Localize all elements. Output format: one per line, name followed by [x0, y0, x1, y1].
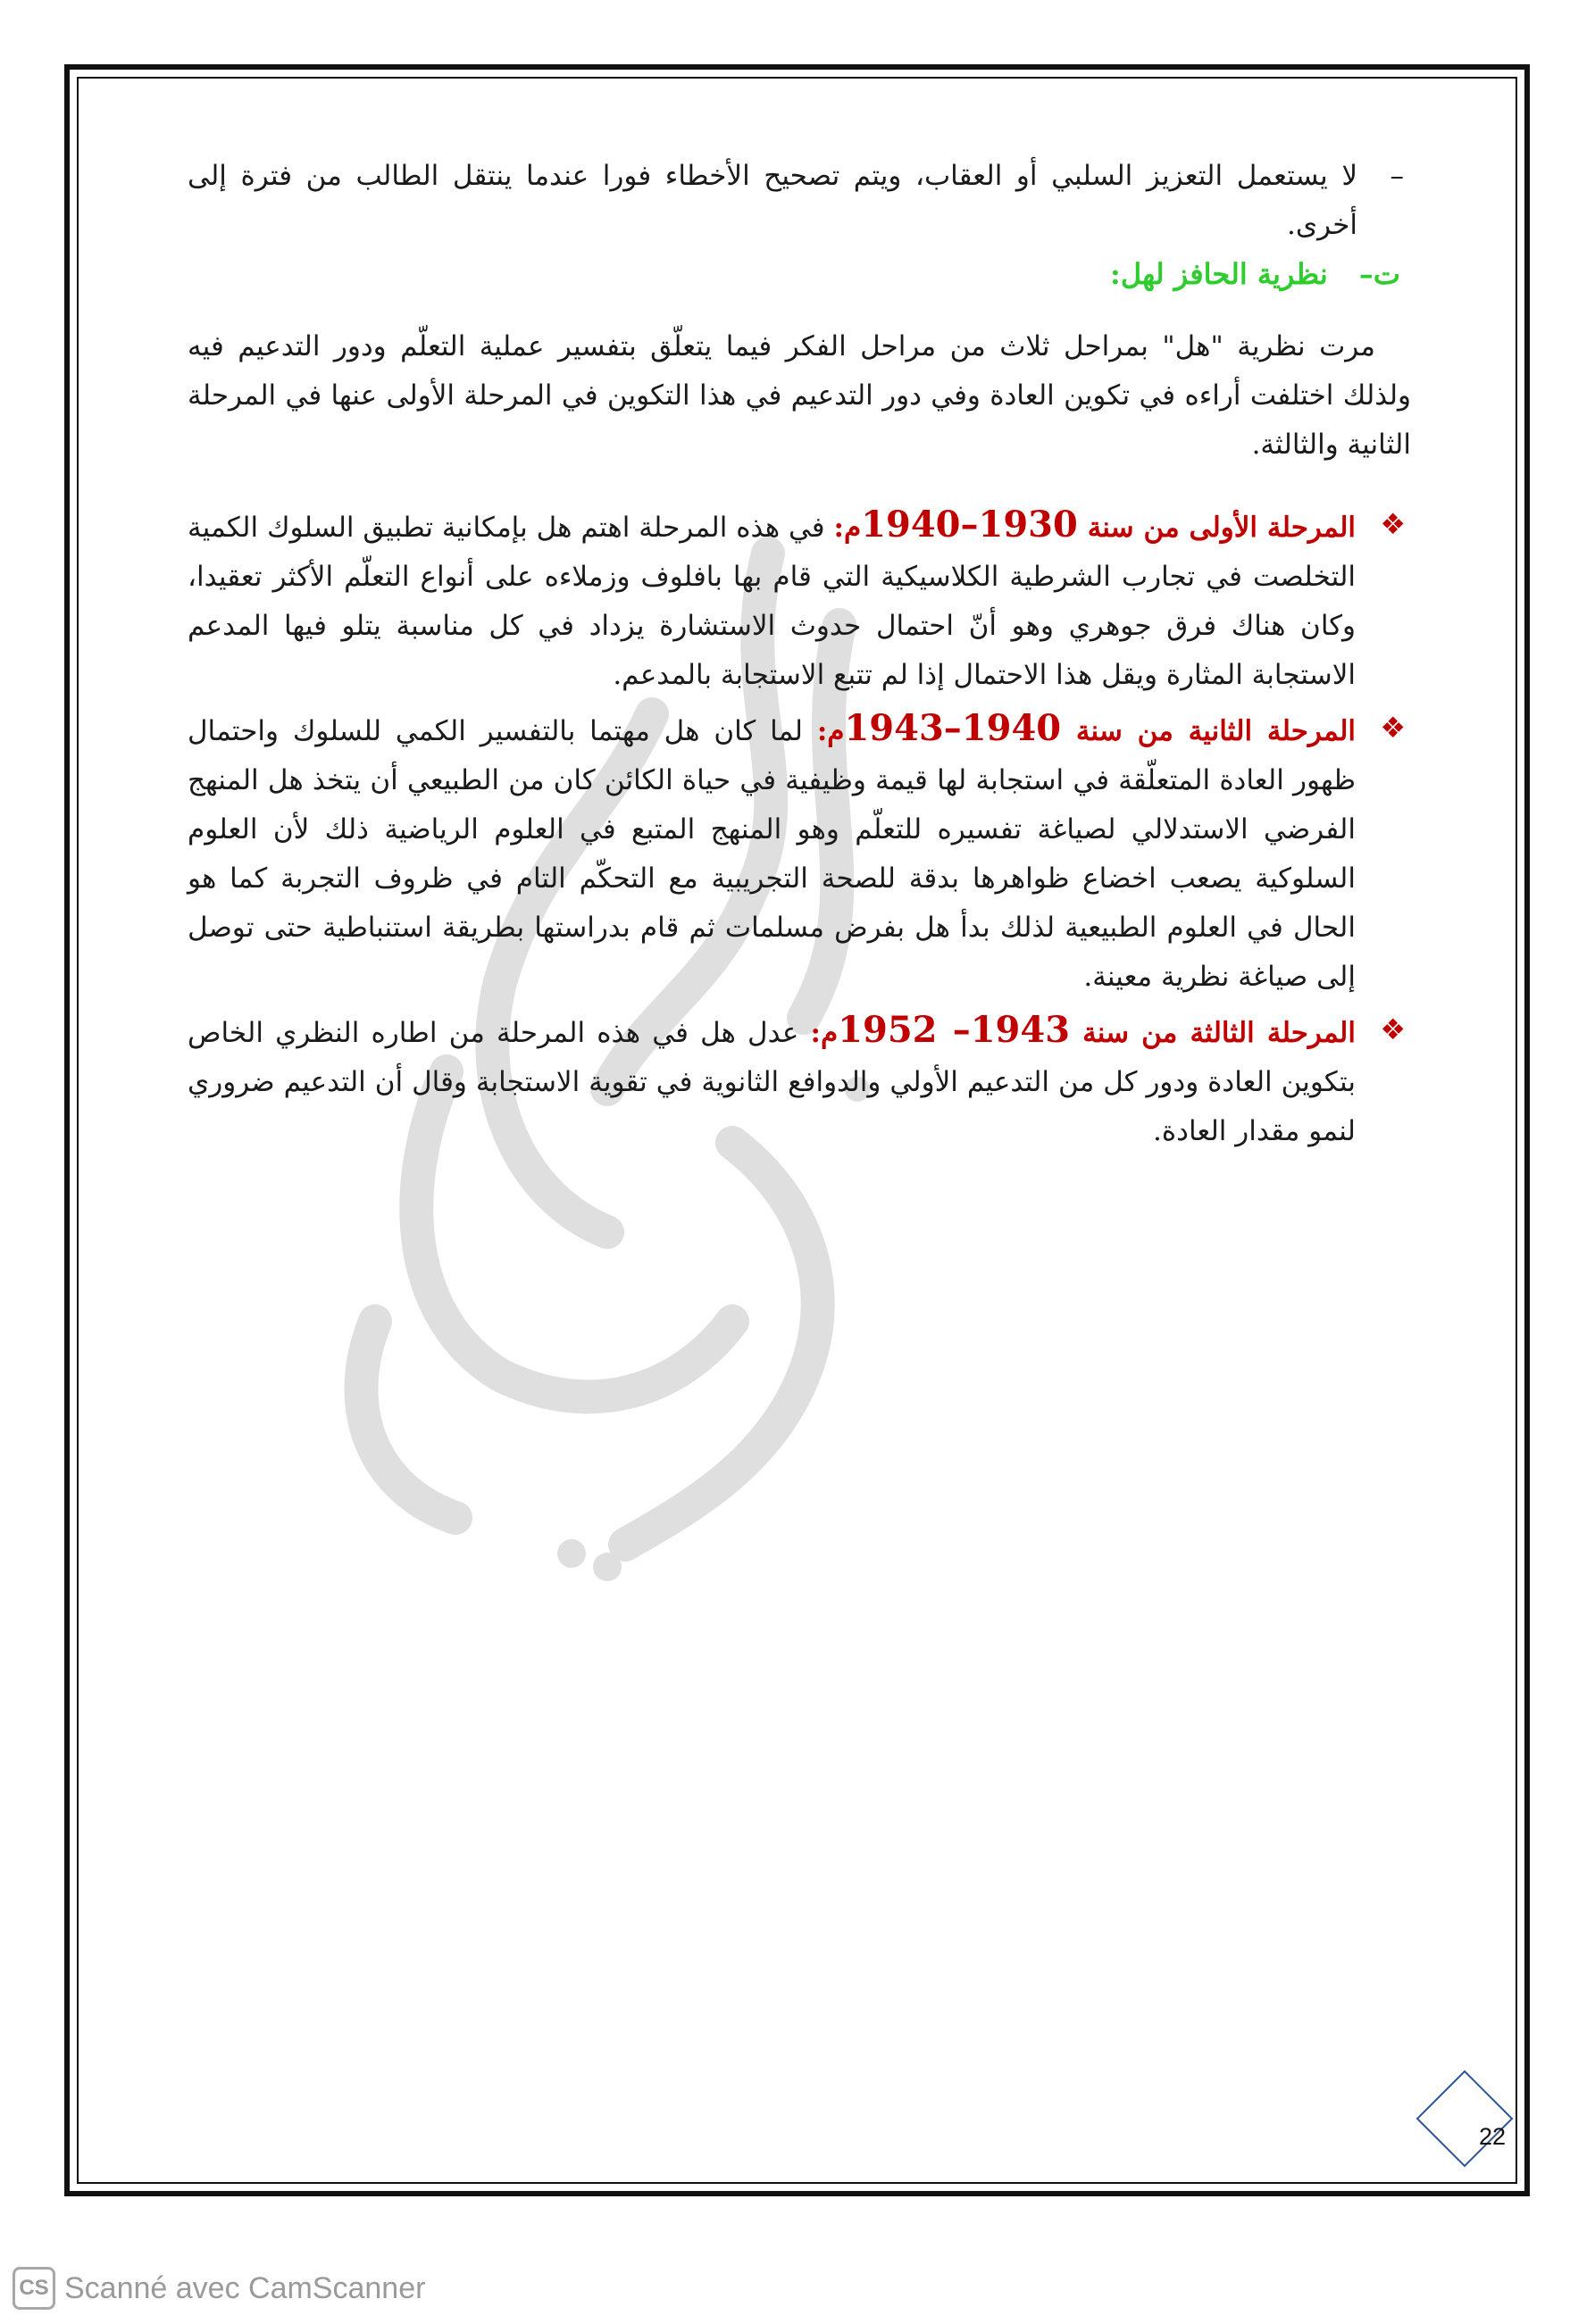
section-heading — [188, 250, 1400, 299]
stage-years: 1930–1940 — [861, 504, 1078, 546]
stage-first — [188, 500, 1411, 700]
stage-suffix: م: — [816, 715, 845, 747]
intro-paragraph: مرت نظرية "هل" بمراحل ثلاث من مراحل الفكر فيما يتعلّق بتفسير عملية التعلّم ودور التدعيم فيه ولذلك اختلفت أراءه في تكوين العادة وفي دور التدعيم في هذا التكوين في المرحلة الأولى عنها في المرحلة الثانية والثالثة. — [188, 330, 1411, 461]
stage-years: 1943– 1952 — [838, 1009, 1071, 1051]
dash-marker: – — [1390, 160, 1404, 192]
stage-title — [833, 504, 1357, 546]
stage-title-text: المرحلة الثالثة من سنة — [1082, 1017, 1356, 1049]
page-number: 22 — [1478, 2123, 1507, 2150]
stage-second — [188, 704, 1411, 1002]
stage-text: عدل هل في هذه المرحلة من اطاره النظري الخاص بتكوين العادة ودور كل من التدعيم الأولي والدوافع الثانوية في تقوية الاستجابة وقال أن التدعيم ضروري لنمو مقدار العادة. — [188, 1017, 1356, 1147]
stage-years: 1940–1943 — [844, 707, 1062, 749]
diamond-bullet-icon: ❖ — [1380, 1012, 1406, 1046]
document-body — [188, 152, 1411, 1160]
bullet-text: لا يستعمل التعزيز السلبي أو العقاب، ويتم تصحيح الأخطاء فورا عندما ينتقل الطالب من فترة إلى أخرى. — [188, 160, 1357, 241]
section-heading-title: نظرية الحافز لهل: — [1110, 257, 1328, 291]
stage-title-text: المرحلة الأولى من سنة — [1087, 512, 1357, 544]
stage-text: لما كان هل مهتما بالتفسير الكمي للسلوك واحتمال ظهور العادة المتعلّقة في استجابة لها قيمة وظيفية في حياة الكائن كان من الطبيعي أن يتخذ هل المنهج الفرضي الاستدلالي لصياغة تفسيره للتعلّم وهو المنهج المتبع في العلوم الرياضية ذلك لأن العلوم السلوكية يصعب اخضاع ظواهرها بدقة للصحة التجريبية مع التحكّم التام في ظروف التجربة كما هو الحال في العلوم الطبيعية لذلك بدأ هل بفرض مسلمات ثم قام بدراستها بطريقة استنباطية حتى توصل إلى صياغة نظرية معينة. — [188, 715, 1356, 993]
stage-title — [816, 707, 1357, 749]
stage-suffix: م: — [810, 1017, 839, 1049]
scanner-footer — [13, 2266, 425, 2311]
stage-text: في هذه المرحلة اهتم هل بإمكانية تطبيق السلوك الكمية التخلصت في تجارب الشرطية الكلاسيكية التي قام بها بافلوف وزملاءه على أنواع التعلّم الأكثر تعقيدا، وكان هناك فرق جوهري وهو أنّ احتمال حدوث الاستشارة يزداد في كل مناسبة يتلو فيها المدعم الاستجابة المثارة ويقل هذا الاحتمال إذا لم تتبع الاستجابة بالمدعم. — [188, 512, 1356, 691]
dash-bullet — [188, 152, 1411, 250]
scanner-footer-text: Scanné avec CamScanner — [64, 2270, 426, 2305]
page-number-diamond — [1415, 2070, 1514, 2168]
stage-suffix: م: — [833, 512, 862, 544]
stage-third — [188, 1005, 1411, 1156]
diamond-bullet-icon: ❖ — [1380, 507, 1406, 541]
diamond-bullet-icon: ❖ — [1380, 711, 1406, 745]
camscanner-logo-icon: CS — [13, 2267, 55, 2310]
stage-title-text: المرحلة الثانية من سنة — [1075, 715, 1357, 747]
stage-title — [810, 1009, 1356, 1051]
section-heading-label: ت– — [1358, 257, 1400, 291]
